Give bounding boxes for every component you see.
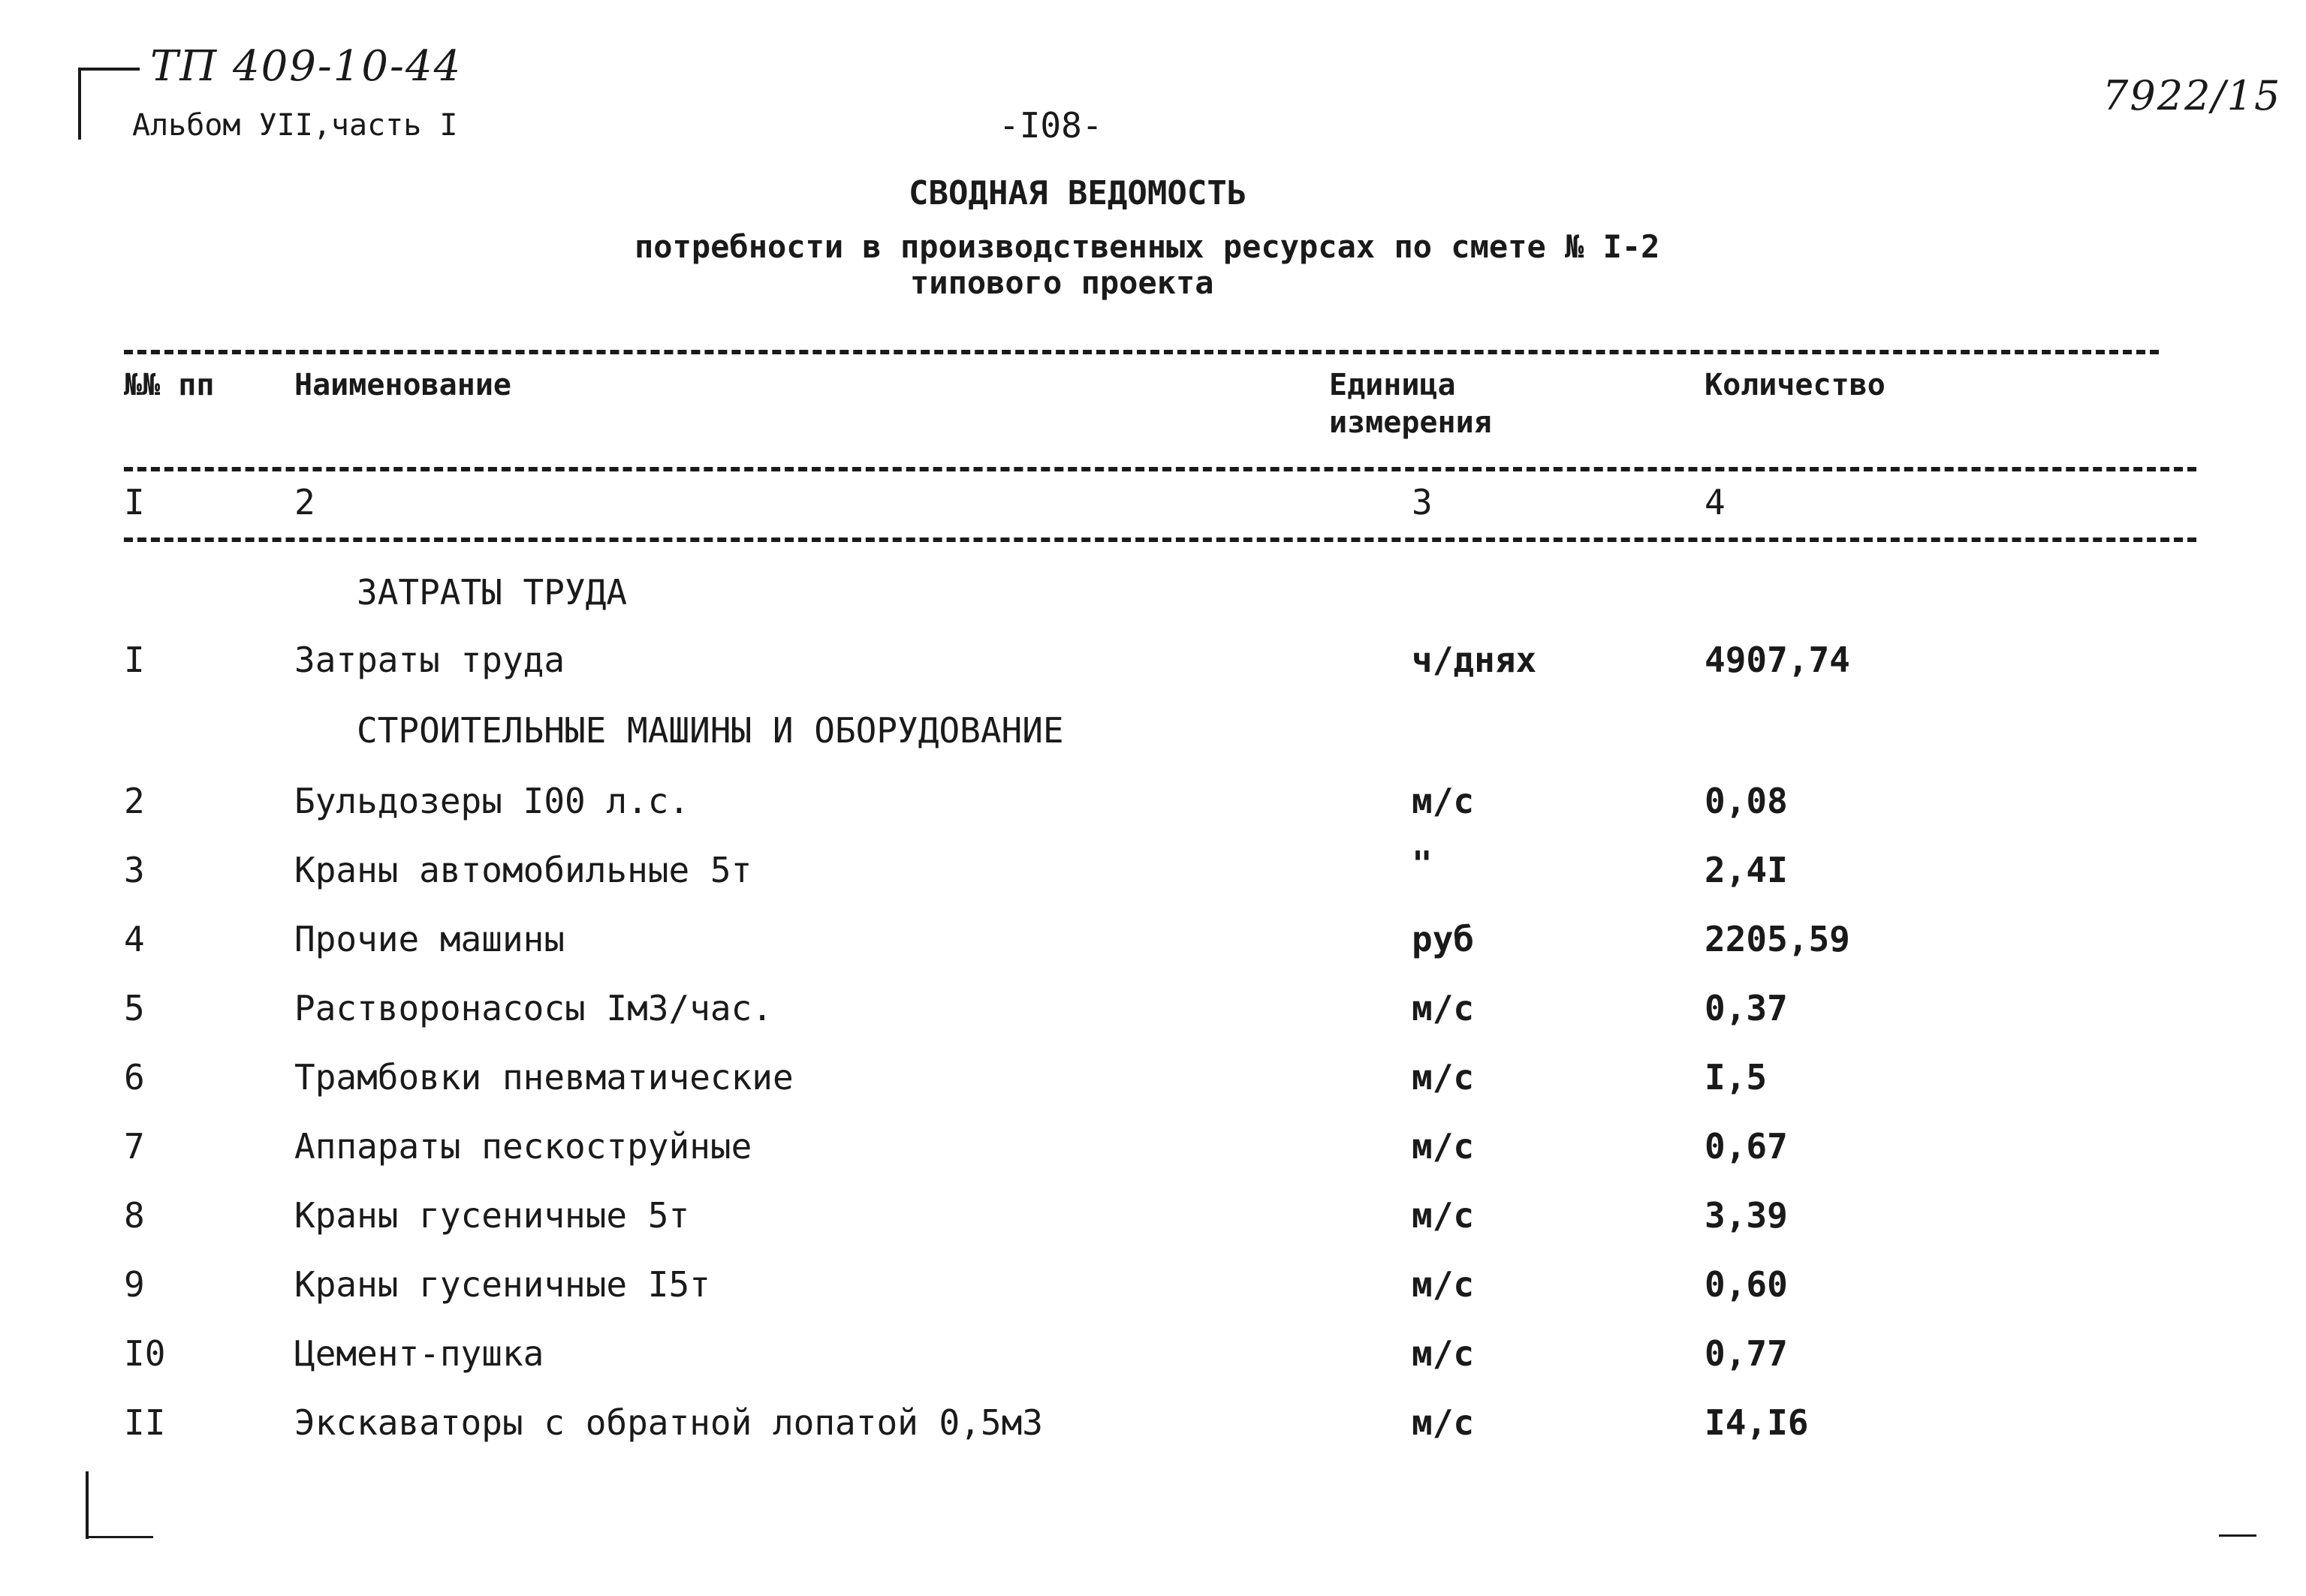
row-unit: м/с (1412, 781, 1475, 821)
row-quantity: I,5 (1705, 1057, 1768, 1098)
row-number: 8 (124, 1195, 145, 1236)
corner-mark-bottom-right (2219, 1534, 2256, 1537)
row-name: Бульдозеры I00 л.с. (294, 781, 690, 821)
row-number: 3 (124, 850, 145, 890)
project-code: ТП 409-10-44 (150, 42, 463, 91)
page-number: -I08- (999, 105, 1103, 146)
section-heading-machines: СТРОИТЕЛЬНЫЕ МАШИНЫ И ОБОРУДОВАНИЕ (357, 710, 1064, 751)
row-unit: м/с (1412, 1402, 1475, 1443)
row-quantity: 2,4I (1705, 850, 1788, 890)
row-number: 5 (124, 988, 145, 1028)
corner-mark-bottom-left-horizontal (86, 1536, 153, 1538)
row-unit: м/с (1412, 988, 1475, 1028)
row-quantity: 0,37 (1705, 988, 1788, 1028)
row-quantity: 4907,74 (1705, 640, 1850, 680)
row-quantity: I4,I6 (1705, 1402, 1809, 1443)
album-label: Альбом УII,часть I (132, 108, 458, 143)
header-unit: Единица измерения (1329, 368, 1492, 440)
row-name: Прочие машины (294, 919, 565, 959)
row-name: Аппараты пескоструйные (294, 1126, 752, 1167)
row-name: Затраты труда (294, 640, 565, 680)
row-name: Цемент-пушка (294, 1333, 544, 1374)
row-number: I (124, 640, 145, 680)
row-name: Экскаваторы с обратной лопатой 0,5мЗ (294, 1402, 1043, 1443)
row-number: 6 (124, 1057, 145, 1098)
row-unit: руб (1412, 919, 1475, 959)
row-number: I0 (124, 1333, 166, 1374)
row-unit: м/с (1412, 1264, 1475, 1305)
header-name: Наименование (294, 368, 511, 402)
header-qty: Количество (1705, 368, 1885, 402)
row-number: II (124, 1402, 166, 1443)
table-rule-header (124, 467, 2196, 471)
row-unit: м/с (1412, 1057, 1475, 1098)
row-number: 4 (124, 919, 145, 959)
document-subtitle-line1: потребности в производственных ресурсах по смете № I-2 (635, 228, 1660, 265)
row-name: Краны гусеничные 5т (294, 1195, 690, 1236)
row-unit: ч/днях (1412, 640, 1537, 680)
document-subtitle-line2: типового проекта (910, 264, 1214, 301)
column-number-3: 3 (1412, 482, 1433, 522)
row-name: Растворонасосы IмЗ/час. (294, 988, 773, 1028)
table-rule-top (124, 350, 2159, 354)
row-quantity: 2205,59 (1705, 919, 1850, 959)
column-number-1: I (124, 482, 145, 522)
column-number-4: 4 (1705, 482, 1726, 522)
row-number: 2 (124, 781, 145, 821)
row-unit: м/с (1412, 1126, 1475, 1167)
row-number: 7 (124, 1126, 145, 1167)
column-number-2: 2 (294, 482, 315, 522)
table-rule-body (124, 538, 2196, 542)
corner-mark-bottom-left (86, 1471, 89, 1539)
header-num: №№ пп (124, 368, 215, 402)
row-quantity: 0,08 (1705, 781, 1788, 821)
corner-mark-top-left (80, 68, 140, 71)
row-quantity: 3,39 (1705, 1195, 1788, 1236)
row-quantity: 0,67 (1705, 1126, 1788, 1167)
corner-mark-top-left-vertical (78, 68, 81, 140)
row-unit: " (1412, 844, 1433, 884)
row-unit: м/с (1412, 1195, 1475, 1236)
row-name: Трамбовки пневматические (294, 1057, 794, 1098)
row-name: Краны гусеничные I5т (294, 1264, 710, 1305)
row-quantity: 0,77 (1705, 1333, 1788, 1374)
stamp-number: 7922/15 (2103, 72, 2282, 119)
row-name: Краны автомобильные 5т (294, 850, 752, 890)
row-quantity: 0,60 (1705, 1264, 1788, 1305)
document-title: СВОДНАЯ ВЕДОМОСТЬ (909, 174, 1247, 212)
row-number: 9 (124, 1264, 145, 1305)
section-heading-labor: ЗАТРАТЫ ТРУДА (357, 572, 628, 613)
row-unit: м/с (1412, 1333, 1475, 1374)
